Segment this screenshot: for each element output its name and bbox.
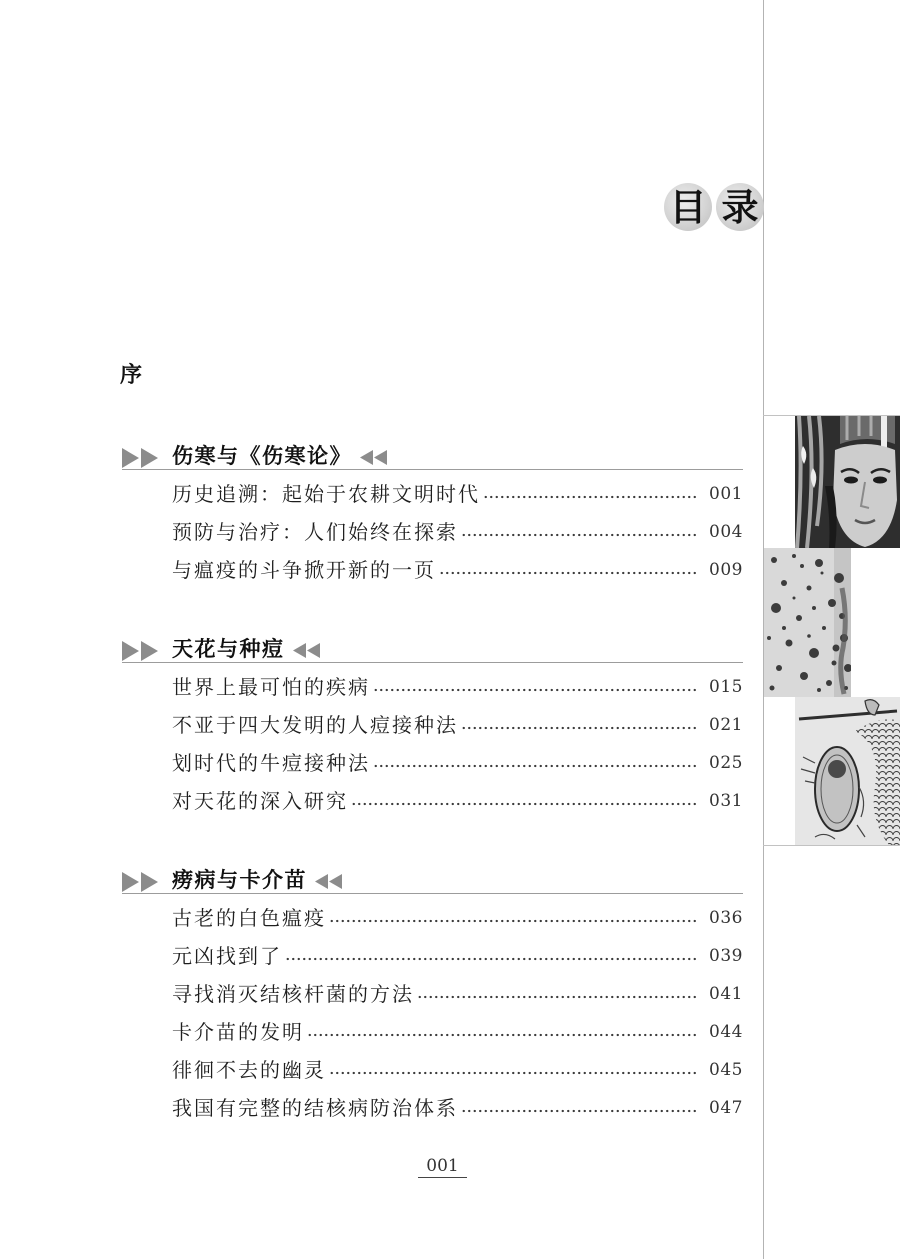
toc-entry xyxy=(122,475,743,513)
toc-entry-title: 我国有完整的结核病防治体系 xyxy=(172,1096,458,1120)
toc-entry-page: 047 xyxy=(709,1098,743,1118)
dot-leader xyxy=(417,995,699,999)
dot-leader xyxy=(439,571,699,575)
toc-section xyxy=(122,867,743,1127)
toc-entry-title: 划时代的牛痘接种法 xyxy=(172,751,370,775)
page-number: 001 xyxy=(418,1156,467,1178)
section-header xyxy=(122,636,743,663)
egyptian-mask-image xyxy=(795,416,900,548)
toc-entry-page: 041 xyxy=(709,984,743,1004)
toc-section xyxy=(122,636,743,820)
dot-leader xyxy=(285,957,699,961)
dot-leader xyxy=(373,688,699,692)
dot-leader xyxy=(307,1033,699,1037)
toc-entry xyxy=(122,744,743,782)
dot-leader xyxy=(329,919,699,923)
title-circle-1 xyxy=(664,183,712,231)
toc-entry xyxy=(122,1013,743,1051)
double-arrow-right-icon xyxy=(122,641,160,661)
section-entries xyxy=(122,894,743,1127)
section-entries xyxy=(122,663,743,820)
double-arrow-left-icon xyxy=(315,874,343,889)
toc-entry-title: 古老的白色瘟疫 xyxy=(172,906,326,930)
toc-entry xyxy=(122,668,743,706)
dot-leader xyxy=(461,1109,699,1113)
table-of-contents xyxy=(122,443,743,1174)
section-entries xyxy=(122,470,743,589)
toc-entry xyxy=(122,1051,743,1089)
page-title-char-1: 目 xyxy=(669,185,707,229)
toc-entry-page: 021 xyxy=(709,715,743,735)
double-arrow-left-icon xyxy=(293,643,321,658)
toc-entry xyxy=(122,975,743,1013)
preface-heading: 序 xyxy=(120,363,143,388)
toc-entry-title: 预防与治疗：人们始终在探索 xyxy=(172,520,458,544)
toc-entry-title: 卡介苗的发明 xyxy=(172,1020,304,1044)
toc-entry xyxy=(122,899,743,937)
dot-leader xyxy=(373,764,699,768)
toc-entry-title: 不亚于四大发明的人痘接种法 xyxy=(172,713,458,737)
toc-entry-title: 历史追溯：起始于农耕文明时代 xyxy=(172,482,480,506)
toc-entry-title: 对天花的深入研究 xyxy=(172,789,348,813)
microscope-slide-image xyxy=(764,548,851,697)
image-strip-bottom-rule xyxy=(763,845,900,846)
section-header xyxy=(122,867,743,894)
toc-entry xyxy=(122,513,743,551)
toc-entry-page: 044 xyxy=(709,1022,743,1042)
dot-leader xyxy=(483,495,699,499)
section-title: 天花与种痘 xyxy=(172,637,285,661)
toc-entry-page: 025 xyxy=(709,753,743,773)
toc-entry-title: 世界上最可怕的疾病 xyxy=(172,675,370,699)
toc-entry-title: 寻找消灭结核杆菌的方法 xyxy=(172,982,414,1006)
toc-entry-page: 009 xyxy=(709,560,743,580)
toc-entry xyxy=(122,937,743,975)
warrior-illustration-image xyxy=(795,697,900,845)
double-arrow-right-icon xyxy=(122,448,160,468)
toc-entry-page: 045 xyxy=(709,1060,743,1080)
dot-leader xyxy=(461,533,699,537)
toc-entry xyxy=(122,782,743,820)
dot-leader xyxy=(461,726,699,730)
double-arrow-left-icon xyxy=(360,450,388,465)
toc-entry-page: 036 xyxy=(709,908,743,928)
toc-entry xyxy=(122,551,743,589)
double-arrow-right-icon xyxy=(122,872,160,892)
toc-entry-title: 与瘟疫的斗争掀开新的一页 xyxy=(172,558,436,582)
dot-leader xyxy=(329,1071,699,1075)
dot-leader xyxy=(351,802,699,806)
page-title-char-2: 录 xyxy=(721,185,759,229)
toc-entry-page: 015 xyxy=(709,677,743,697)
title-circle-2 xyxy=(716,183,764,231)
toc-entry-page: 039 xyxy=(709,946,743,966)
section-header xyxy=(122,443,743,470)
toc-section xyxy=(122,443,743,589)
toc-entry xyxy=(122,1089,743,1127)
toc-entry-title: 元凶找到了 xyxy=(172,944,282,968)
toc-entry xyxy=(122,706,743,744)
toc-entry-title: 徘徊不去的幽灵 xyxy=(172,1058,326,1082)
toc-entry-page: 001 xyxy=(709,484,743,504)
section-title: 痨病与卡介苗 xyxy=(172,868,307,892)
toc-entry-page: 031 xyxy=(709,791,743,811)
toc-entry-page: 004 xyxy=(709,522,743,542)
section-title: 伤寒与《伤寒论》 xyxy=(172,444,352,468)
